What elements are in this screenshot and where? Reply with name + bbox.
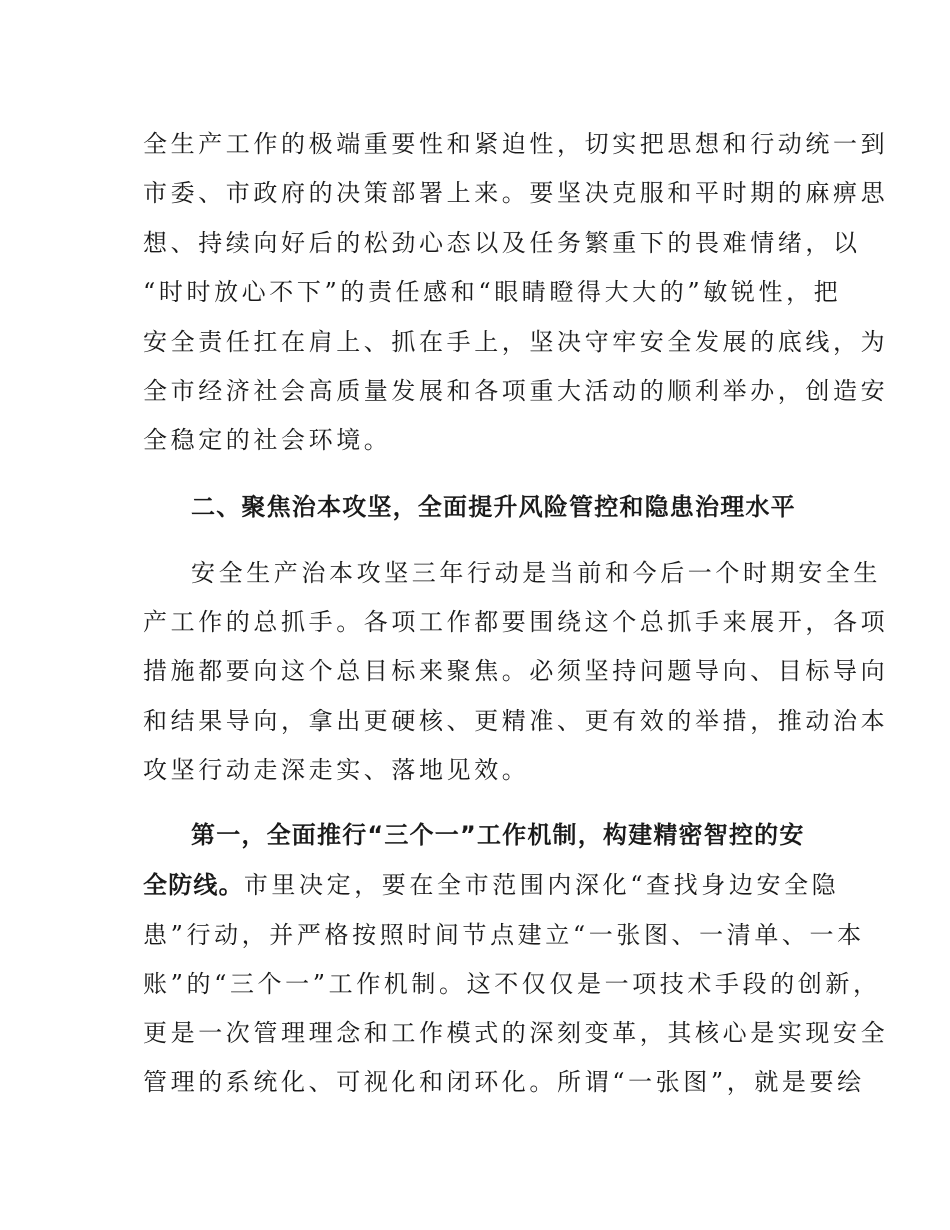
subheading-end: 全防线。 — [143, 871, 244, 899]
paragraph-line: 想、持续向好后的松劲心态以及任务繁重下的畏难情绪，以 — [143, 229, 861, 257]
paragraph-line: 全生产工作的极端重要性和紧迫性，切实把思想和行动统一到 — [143, 130, 889, 158]
paragraph-line: 患”行动，并严格按照时间节点建立“一张图、一清单、一本 — [143, 921, 865, 949]
subheading-line: 第一，全面推行“三个一”工作机制，构建精密智控的安 — [191, 821, 805, 849]
paragraph-line: 安全责任扛在肩上、抓在手上，坚决守牢安全发展的底线，为 — [143, 328, 889, 356]
paragraph-line: 全市经济社会高质量发展和各项重大活动的顺利举办，创造安 — [143, 377, 889, 405]
paragraph-line: 产工作的总抓手。各项工作都要围绕这个总抓手来展开，各项 — [143, 608, 889, 636]
paragraph-line: 市委、市政府的决策部署上来。要坚决克服和平时期的麻痹思 — [143, 179, 889, 207]
section-heading: 二、聚焦治本攻坚，全面提升风险管控和隐患治理水平 — [191, 493, 796, 521]
paragraph-line-mixed — [143, 870, 839, 900]
paragraph-line: 攻坚行动走深走实、落地见效。 — [143, 756, 530, 784]
paragraph-line: 措施都要向这个总目标来聚焦。必须坚持问题导向、目标导向 — [143, 657, 889, 685]
paragraph-line: “时时放心不下”的责任感和“眼睛瞪得大大的”敏锐性，把 — [143, 278, 842, 306]
paragraph-line: 全稳定的社会环境。 — [143, 426, 392, 454]
paragraph-line: 管理的系统化、可视化和闭环化。所谓“一张图”，就是要绘 — [143, 1068, 865, 1096]
paragraph-line: 安全生产治本攻坚三年行动是当前和今后一个时期安全生 — [191, 559, 881, 587]
paragraph-line: 和结果导向，拿出更硬核、更精准、更有效的举措，推动治本 — [143, 707, 889, 735]
paragraph-text: 市里决定，要在全市范围内深化“查找身边安全隐 — [243, 871, 840, 899]
paragraph-line: 更是一次管理理念和工作模式的深刻变革，其核心是实现安全 — [143, 1019, 889, 1047]
paragraph-line: 账”的“三个一”工作机制。这不仅仅是一项技术手段的创新， — [143, 970, 881, 998]
